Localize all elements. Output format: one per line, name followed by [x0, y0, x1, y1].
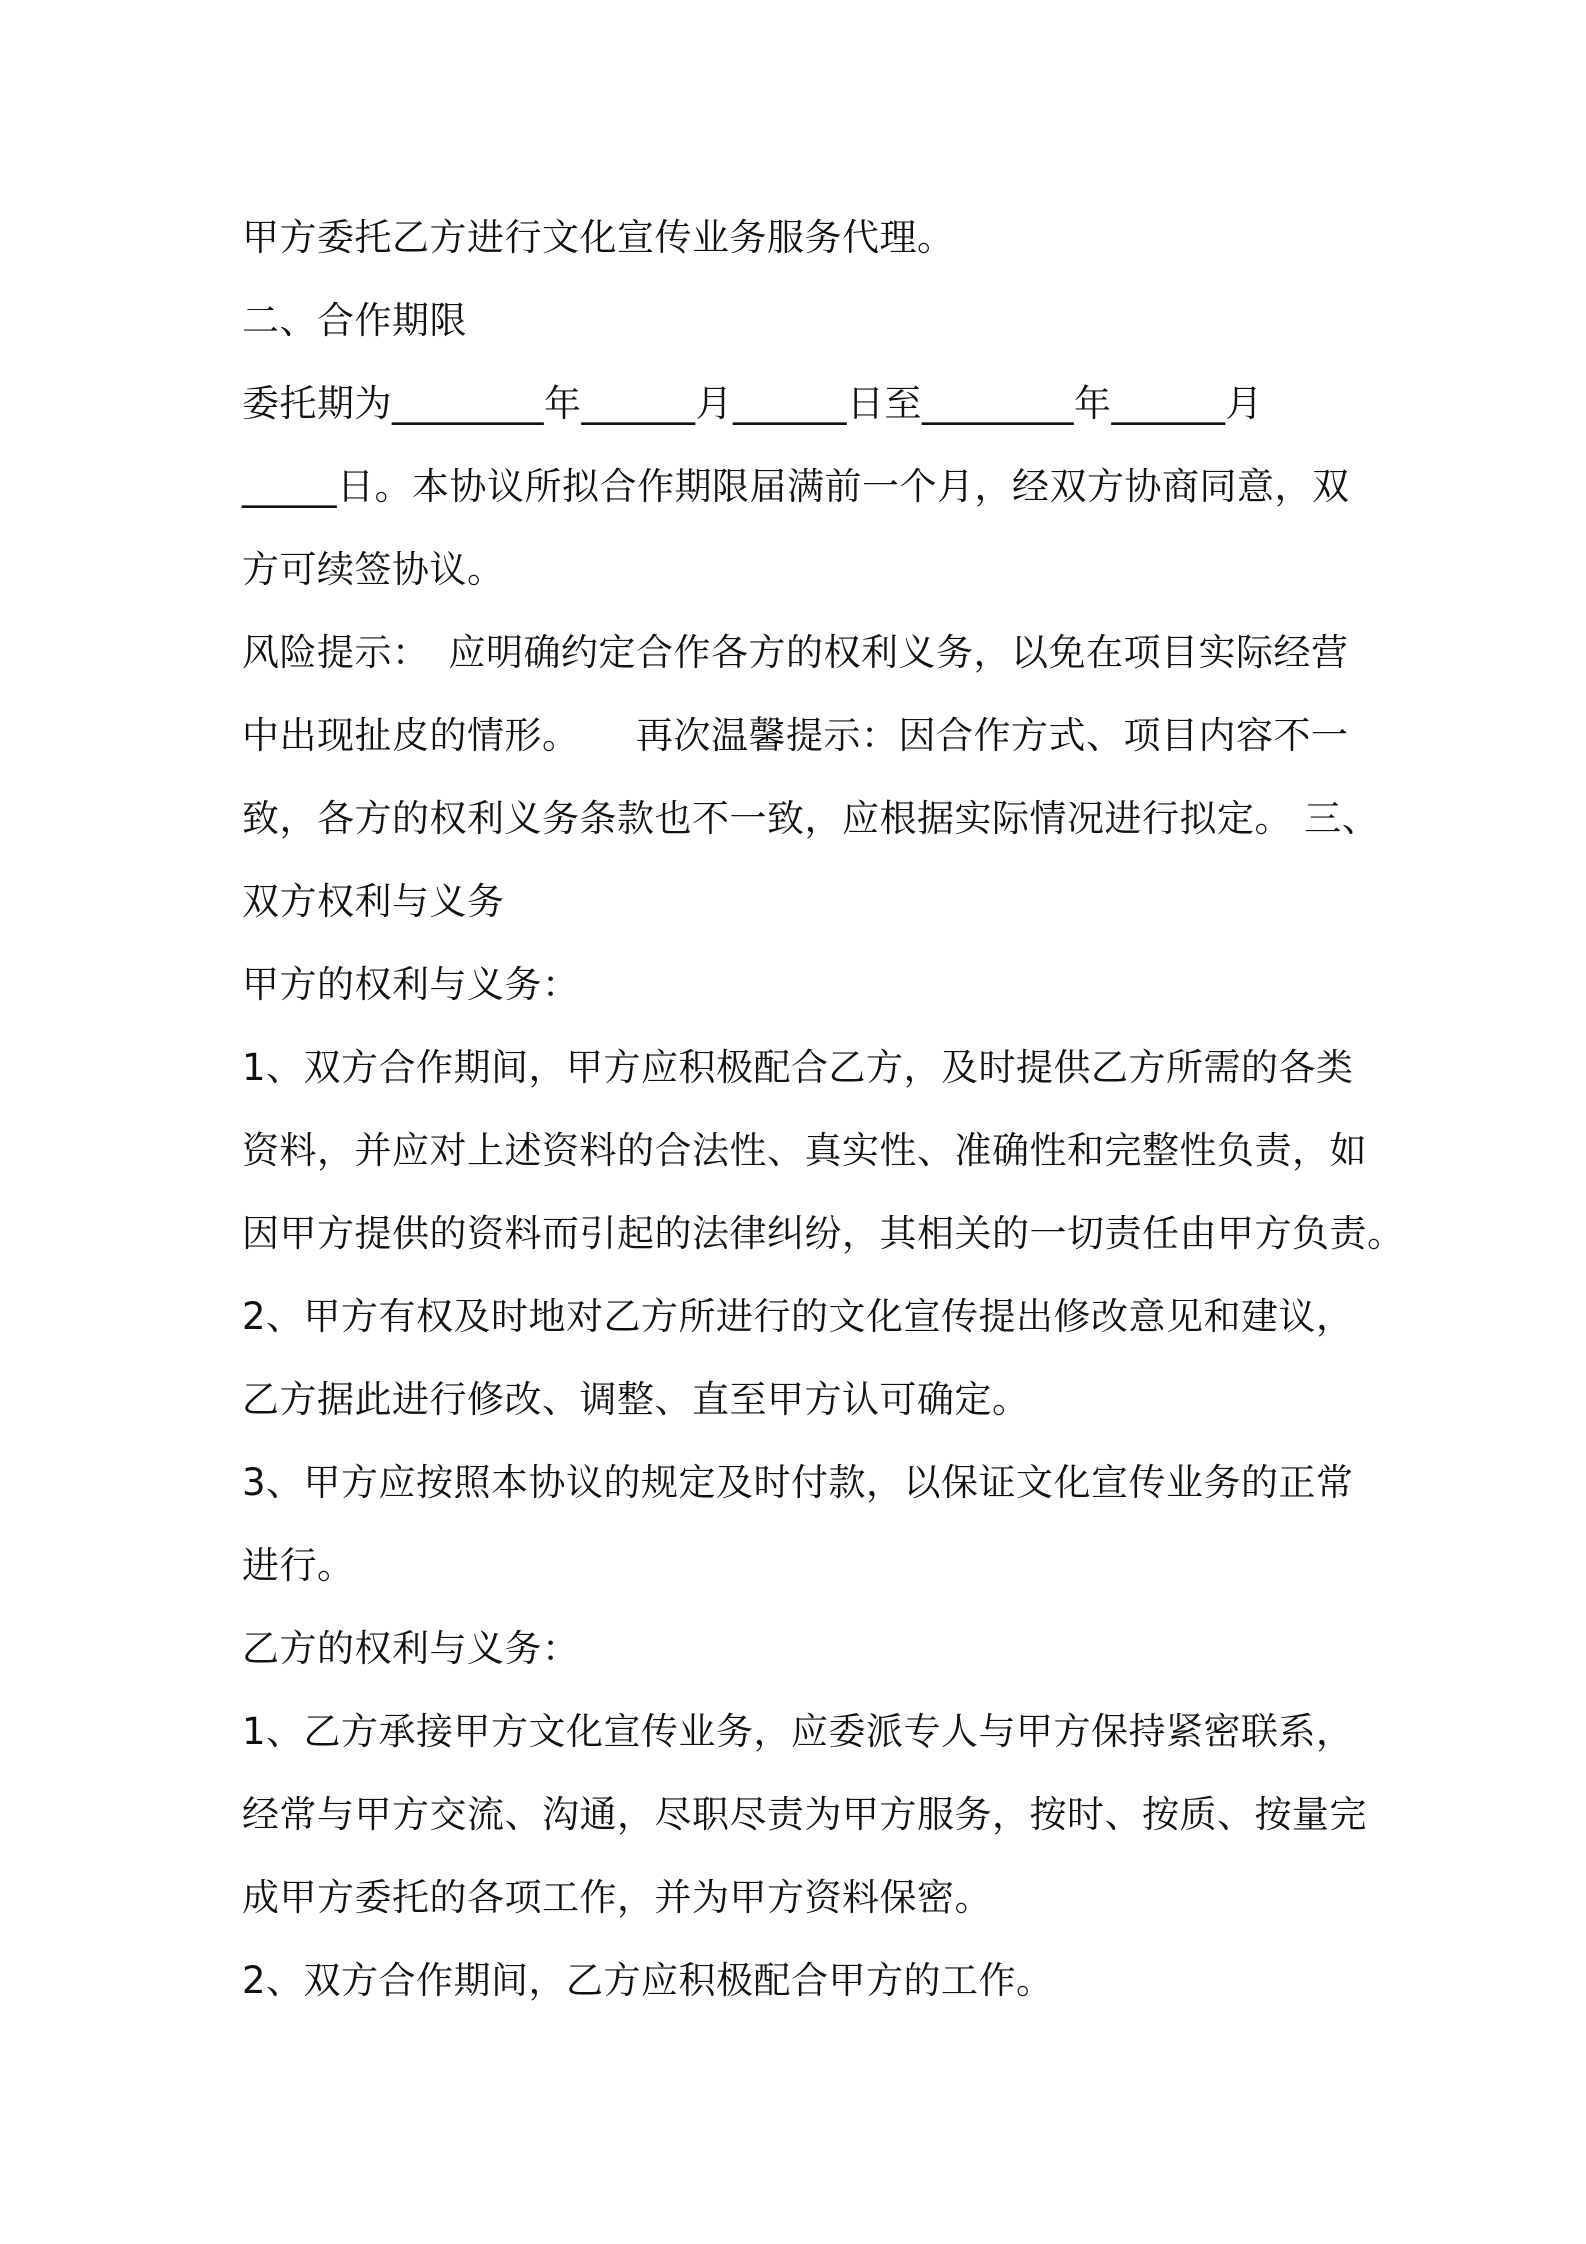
subheading: 甲方的权利与义务：	[242, 963, 580, 1006]
section-heading: 双方权利与义务	[242, 880, 505, 923]
text-line: 资料，并应对上述资料的合法性、真实性、准确性和完整性负责，如	[242, 1129, 1367, 1172]
text-line: 乙方据此进行修改、调整、直至甲方认可确定。	[242, 1378, 1030, 1421]
text-line: 3、甲方应按照本协议的规定及时付款，以保证文化宣传业务的正常	[242, 1461, 1354, 1504]
text-line: 因甲方提供的资料而引起的法律纠纷，其相关的一切责任由甲方负责。	[242, 1212, 1405, 1255]
text-line: 2、甲方有权及时地对乙方所进行的文化宣传提出修改意见和建议，	[242, 1295, 1354, 1338]
text-line: 2、双方合作期间，乙方应积极配合甲方的工作。	[242, 1959, 1054, 2002]
section-heading: 二、合作期限	[242, 299, 467, 342]
text-line: 1、双方合作期间，甲方应积极配合乙方，及时提供乙方所需的各类	[242, 1046, 1354, 1089]
subheading: 乙方的权利与义务：	[242, 1627, 580, 1670]
text-line: 风险提示： 应明确约定合作各方的权利义务，以免在项目实际经营	[242, 631, 1349, 674]
text-line: 中出现扯皮的情形。 再次温馨提示：因合作方式、项目内容不一	[242, 714, 1349, 757]
text-line: 方可续签协议。	[242, 548, 505, 591]
text-line: 1、乙方承接甲方文化宣传业务，应委派专人与甲方保持紧密联系，	[242, 1710, 1354, 1753]
text-line: 甲方委托乙方进行文化宣传业务服务代理。	[242, 216, 955, 259]
text-line: _____日。本协议所拟合作期限届满前一个月，经双方协商同意，双	[242, 465, 1350, 508]
document-body	[242, 196, 1405, 2022]
text-line: 进行。	[242, 1544, 355, 1587]
text-line: 成甲方委托的各项工作，并为甲方资料保密。	[242, 1876, 992, 1919]
text-line: 经常与甲方交流、沟通，尽职尽责为甲方服务，按时、按质、按量完	[242, 1793, 1367, 1836]
text-line: 致，各方的权利义务条款也不一致，应根据实际情况进行拟定。 三、	[242, 797, 1380, 840]
text-line: 委托期为________年______月______日至________年______月	[242, 382, 1263, 425]
